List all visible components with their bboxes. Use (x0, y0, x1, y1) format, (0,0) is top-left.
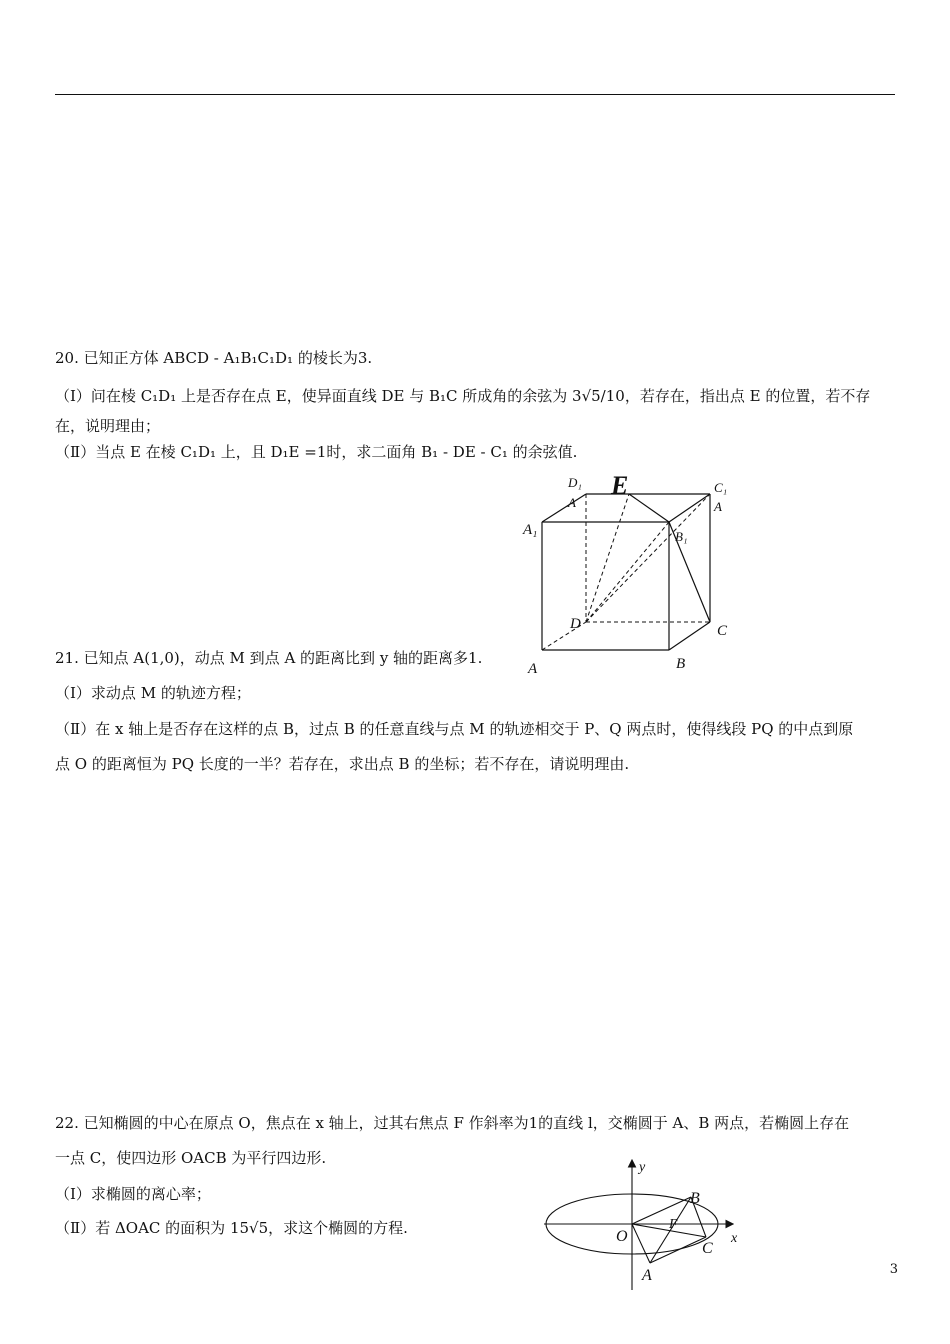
label-a1: A₁ (523, 522, 538, 538)
problem-20-part1: （Ⅰ）问在棱 C₁D₁ 上是否存在点 E，使异面直线 DE 与 B₁C 所成角的余弦为 3√5/10，若存在，指出点 E 的位置，若不存 (55, 387, 871, 405)
label-c: C (702, 1240, 713, 1257)
label-a-top-right: A (714, 499, 722, 514)
label-a: A (642, 1267, 652, 1284)
problem-21-part1: （Ⅰ）求动点 M 的轨迹方程； (55, 684, 251, 702)
problem-22-part2: （Ⅱ）若 ΔOAC 的面积为 15√5，求这个椭圆的方程. (55, 1219, 408, 1237)
label-y-axis: y (639, 1160, 646, 1175)
problem-21-part2: （Ⅱ）在 x 轴上是否存在这样的点 B，过点 B 的任意直线与点 M 的轨迹相交于 P、Q 两点时，使得线段 PQ 的中点到原 (55, 720, 854, 738)
label-b1: B₁ (675, 529, 688, 544)
segment-dc1 (586, 494, 710, 622)
problem-21-statement: 21. 已知点 A(1,0)，动点 M 到点 A 的距离比到 y 轴的距离多1. (55, 649, 483, 667)
segment-de (586, 494, 629, 622)
label-b: B (690, 1190, 700, 1207)
problem-20-part2: （Ⅱ）当点 E 在棱 C₁D₁ 上，且 D₁E =1时，求二面角 B₁ - DE - C₁ 的余弦值. (55, 443, 578, 461)
problem-20-statement: 20. 已知正方体 ABCD - A₁B₁C₁D₁ 的棱长为3. (55, 349, 373, 367)
page-number: 3 (889, 1262, 898, 1277)
edge-a1d1 (542, 494, 586, 522)
label-o: O (616, 1228, 628, 1245)
label-f: F (669, 1217, 678, 1232)
label-b: B (676, 656, 686, 672)
label-d: D (570, 616, 581, 632)
cube-figure (520, 470, 740, 680)
segment-db1 (586, 522, 669, 622)
edge-bc (669, 622, 710, 650)
label-d1: D₁ (568, 475, 582, 490)
problem-22-statement-cont: 一点 C，使四边形 OACB 为平行四边形. (55, 1149, 327, 1167)
header-rule (55, 94, 895, 95)
label-c: C (717, 623, 728, 639)
label-x-axis: x (731, 1231, 738, 1246)
segment-oa (632, 1224, 650, 1263)
problem-22-statement: 22. 已知椭圆的中心在原点 O，焦点在 x 轴上，过其右焦点 F 作斜率为1的直线 l，交椭圆于 A、B 两点，若椭圆上存在 (55, 1114, 850, 1132)
label-a: A (528, 661, 538, 677)
problem-22-part1: （Ⅰ）求椭圆的离心率； (55, 1185, 211, 1203)
edge-b1c1 (669, 494, 710, 522)
label-e: E (611, 471, 629, 500)
problem-21-part2-cont: 点 O 的距离恒为 PQ 长度的一半？若存在，求出点 B 的坐标；若不存在，请说明理由. (55, 755, 630, 773)
label-a-top-left: A (568, 495, 576, 510)
label-c1: C₁ (714, 480, 728, 495)
problem-20-part1-cont: 在，说明理由； (55, 417, 161, 435)
ellipse-figure (540, 1155, 750, 1295)
segment-eb1 (629, 494, 669, 522)
